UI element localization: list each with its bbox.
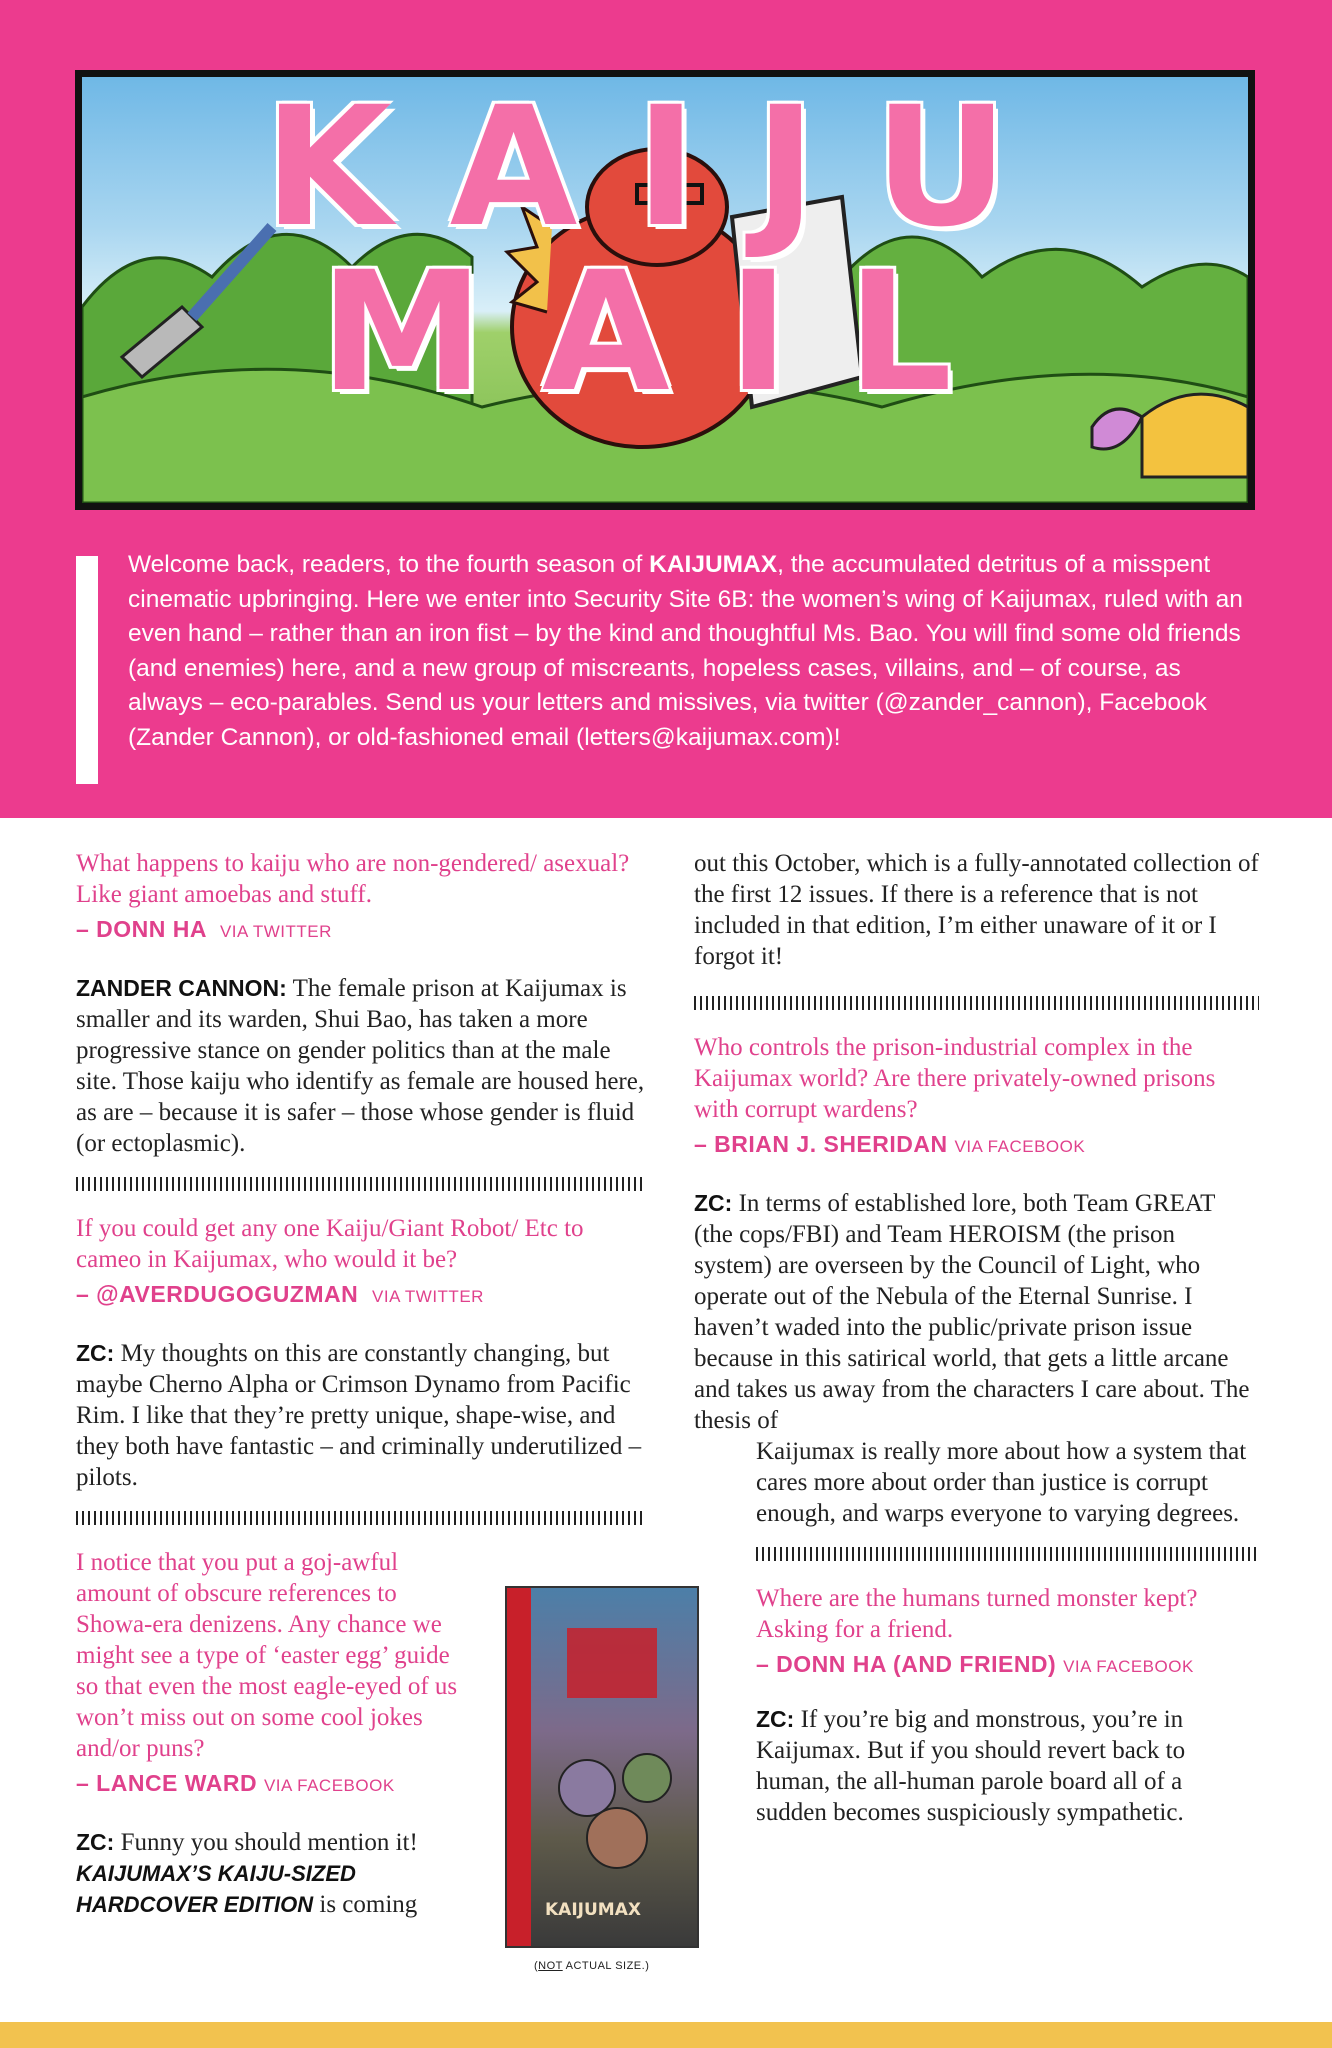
letter-signature: – DONN HA (AND FRIEND) VIA FACEBOOK <box>756 1651 1194 1677</box>
letter-signature: – BRIAN J. SHERIDAN VIA FACEBOOK <box>694 1131 1086 1157</box>
letter-answer-continued: out this October, which is a fully-annotated collection of the first 12 issues. If there is a reference that is not included in that edition, I’m either unaware of it or I forgot it! <box>694 850 1259 970</box>
kaiju-mail-banner <box>75 70 1255 510</box>
letter-answer-wrap: Kaijumax is really more about how a system that cares more about order than justice is corrupt enough, and warps everyone to varying degrees. <box>756 1438 1247 1527</box>
letter-answer: ZC: In terms of established lore, both Team GREAT (the cops/FBI) and Team HEROISM (the prison system) are overseen by the Council of Light, who operate out of the Nebula of the Eternal Sunrise. I haven’t waded into the public/private prison issue because in this satirical world, that gets a little arcane and takes us away from the characters I care about. The thesis of <box>694 1190 1250 1434</box>
right-column <box>694 848 1259 1828</box>
intro-bar <box>76 556 98 784</box>
cover-caption: (NOT ACTUAL SIZE.) <box>534 1960 650 1972</box>
letter-answer: ZANDER CANNON: The female prison at Kaijumax is smaller and its warden, Shui Bao, has taken a more progressive stance on gender politics than at the male site. Those kaiju who identify as female are housed here, as are – because it is safer – those whose gender is fluid (or ectoplasmic). <box>76 975 645 1157</box>
hardcover-book-image <box>505 1586 699 1948</box>
intro-text: Welcome back, readers, to the fourth season of KAIJUMAX, the accumulated detritus of a misspent cinematic upbringing. Here we enter into Security Site 6B: the women’s wing of Kaijumax, ruled with an even hand – rather than an iron fist – by the kind and thoughtful Ms. Bao. You will find some old friends (and enemies) here, and a new group of miscreants, hopeless cases, villains, and – of course, as always – eco-parables. Send us your letters and missives, via twitter (@zander_cannon), Facebook (Zander Cannon), or old-fashioned email (letters@kaijumax.com)! <box>128 551 1243 751</box>
letter-signature: – LANCE WARD VIA FACEBOOK <box>76 1770 395 1796</box>
letter-signature: – DONN HA VIA TWITTER <box>76 916 332 942</box>
section-divider <box>76 1511 646 1525</box>
intro-bold-title: KAIJUMAX <box>649 551 778 578</box>
letter-question: Who controls the prison-industrial complex in the Kaijumax world? Are there privately-owned prisons with corrupt wardens? <box>694 1034 1216 1123</box>
letter-answer: ZC: If you’re big and monstrous, you’re in Kaijumax. But if you should revert back to human, the all-human parole board all of a sudden becomes suspiciously sympathetic. <box>756 1706 1186 1826</box>
footer-bar <box>0 2022 1332 2048</box>
section-divider <box>756 1547 1259 1561</box>
letter-question: If you could get any one Kaiju/Giant Robot/ Etc to cameo in Kaijumax, who would it be? <box>76 1215 584 1273</box>
cover-art <box>507 1588 697 1946</box>
letter-question: What happens to kaiju who are non-gendered/ asexual? Like giant amoebas and stuff. <box>76 850 630 908</box>
letter-answer: ZC: Funny you should mention it! KAIJUMAX’S KAIJU-SIZED HARDCOVER EDITION is coming <box>76 1829 418 1918</box>
letter-signature: – @AVERDUGOGUZMAN VIA TWITTER <box>76 1281 484 1307</box>
letter-question: I notice that you put a goj-awful amount of obscure references to Showa-era denizens. Any chance we might see a type of ‘easter egg’ guide so that even the most eagle-eyed of us won’t miss out on some cool jokes and/or puns? <box>76 1549 458 1762</box>
letter-answer: ZC: My thoughts on this are constantly changing, but maybe Cherno Alpha or Crimson Dynamo from Pacific Rim. I like that they’re pretty unique, shape-wise, and they both have fantastic – and criminally underutilized – pilots. <box>76 1340 642 1491</box>
section-divider <box>76 1177 646 1191</box>
cover-title: KAIJUMAX <box>545 1900 641 1920</box>
book-title: KAIJUMAX’S KAIJU-SIZED HARDCOVER EDITION <box>76 1861 356 1917</box>
letter-question: Where are the humans turned monster kept? Asking for a friend. <box>756 1585 1198 1643</box>
banner-title: KAIJU MAIL <box>263 71 1067 428</box>
section-divider <box>694 996 1259 1010</box>
